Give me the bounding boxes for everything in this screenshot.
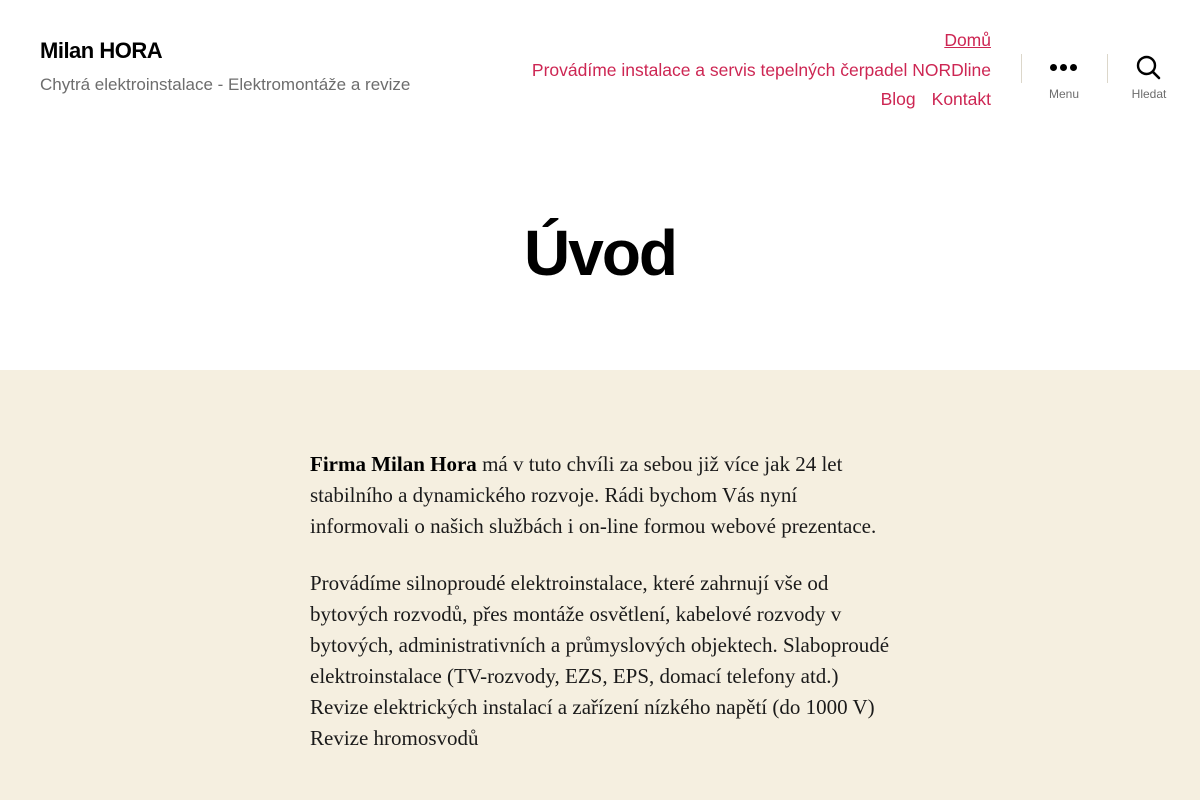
company-name: Firma Milan Hora: [310, 452, 477, 476]
content-paragraph-services: Provádíme silnoproudé elektroinstalace, které zahrnují vše od bytových rozvodů, přes montáže osvětlení, kabelové rozvody v bytových, administrativních a průmyslových objektech. Slaboproudé elektroinstalace (TV-rozvody, EZS, EPS, domací telefony atd.) Revize elektrických instalací a zařízení nízkého napětí (do 1000 V) Revize hromosvodů: [310, 571, 890, 750]
primary-nav: [471, 26, 991, 115]
toggle-divider: [1107, 54, 1108, 83]
site-header: [0, 0, 1200, 370]
nav-item-home[interactable]: Domů: [944, 30, 991, 50]
nav-item-blog[interactable]: Blog: [880, 89, 916, 109]
nav-item-heat-pumps[interactable]: Provádíme instalace a servis tepelných čerpadel NORDline: [531, 59, 991, 80]
search-toggle-label: Hledat: [1131, 87, 1167, 101]
search-toggle-button[interactable]: [1122, 55, 1176, 101]
intro-text: má v tuto chvíli za sebou již více jak 24 let stabilního a dynamického rozvoje. Rádi bychom Vás nyní informovali o našich službách i on-line formou webové prezentace.: [310, 452, 877, 538]
site-title[interactable]: Milan HORA: [40, 38, 163, 63]
page-title: Úvod: [524, 217, 676, 289]
content-paragraph-intro: [310, 449, 900, 542]
menu-toggle-label: Menu: [1048, 87, 1080, 101]
nav-divider: [1021, 54, 1022, 83]
menu-toggle-button[interactable]: [1036, 55, 1092, 101]
ellipsis-icon: [1036, 55, 1092, 81]
entry-content: [310, 449, 900, 780]
nav-item-contact[interactable]: Kontakt: [931, 89, 991, 109]
search-icon: [1122, 55, 1176, 81]
site-description: Chytrá elektroinstalace - Elektromontáže a revize: [40, 75, 411, 94]
